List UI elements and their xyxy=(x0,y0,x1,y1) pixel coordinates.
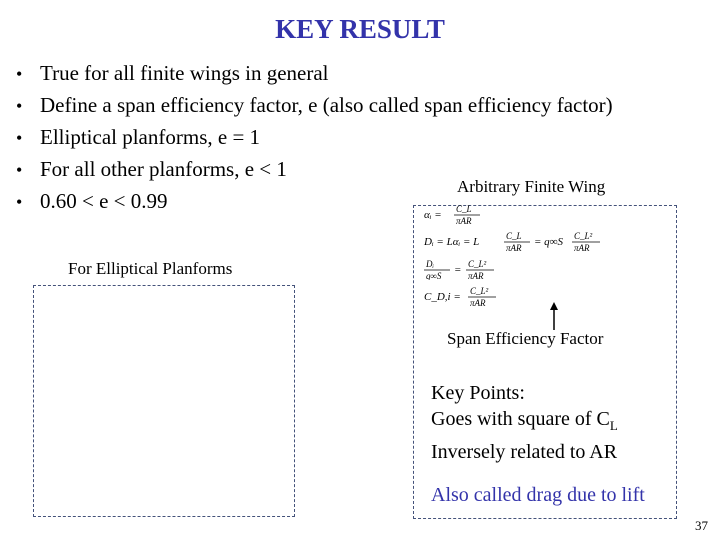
bullet-item xyxy=(16,90,613,122)
svg-text:πAR: πAR xyxy=(506,243,522,252)
slide-title: KEY RESULT xyxy=(275,14,445,44)
finite-wing-box xyxy=(413,205,677,519)
svg-text:Dᵢ = Lαᵢ = L: Dᵢ = Lαᵢ = L xyxy=(424,236,480,248)
key-point-text: Goes with square of C xyxy=(431,408,610,430)
bullet-text: For all other planforms, e < 1 xyxy=(40,157,287,181)
page-number: 37 xyxy=(695,518,708,533)
finite-wing-caption: Arbitrary Finite Wing xyxy=(457,177,606,196)
bullet-item xyxy=(16,58,613,90)
bullet-item xyxy=(16,122,613,154)
svg-text:C_L: C_L xyxy=(506,231,522,241)
svg-text:q∞S: q∞S xyxy=(426,271,442,280)
elliptical-planform-box xyxy=(33,285,295,517)
equation-induced-drag xyxy=(422,230,652,252)
equation-normalized-drag xyxy=(422,258,652,280)
svg-text:= q∞S: = q∞S xyxy=(534,236,564,248)
bullet-text: Elliptical planforms, e = 1 xyxy=(40,125,261,149)
svg-text:πAR: πAR xyxy=(468,271,484,280)
span-efficiency-label: Span Efficiency Factor xyxy=(447,329,604,348)
equation-induced-drag-coefficient xyxy=(422,285,652,307)
svg-text:Dᵢ: Dᵢ xyxy=(426,259,434,269)
bullet-text: True for all finite wings in general xyxy=(40,61,329,85)
svg-text:=: = xyxy=(454,264,462,276)
svg-text:C_L: C_L xyxy=(456,204,472,214)
bullet-marker: • xyxy=(16,160,23,180)
bullet-marker: • xyxy=(16,128,23,148)
key-point-subscript: L xyxy=(609,418,618,433)
bullet-text: Define a span efficiency factor, e (also called span efficiency factor) xyxy=(40,93,613,117)
svg-text:C_D,i =: C_D,i = xyxy=(424,291,461,303)
also-called-note: Also called drag due to lift xyxy=(431,484,645,506)
bullet-marker: • xyxy=(16,192,23,212)
svg-text:πAR: πAR xyxy=(470,298,486,307)
key-points-heading: Key Points: xyxy=(431,382,525,404)
svg-text:πAR: πAR xyxy=(574,243,590,252)
equation-induced-angle xyxy=(422,203,652,225)
bullet-marker: • xyxy=(16,64,23,84)
elliptical-caption: For Elliptical Planforms xyxy=(68,259,233,278)
bullet-text: 0.60 < e < 0.99 xyxy=(40,189,168,213)
svg-text:C_L²: C_L² xyxy=(470,286,489,296)
key-point-item xyxy=(431,406,618,439)
svg-text:C_L²: C_L² xyxy=(574,231,593,241)
svg-text:C_L²: C_L² xyxy=(468,259,487,269)
key-point-item: Inversely related to AR xyxy=(431,441,618,463)
svg-text:πAR: πAR xyxy=(456,216,472,225)
svg-text:αᵢ =: αᵢ = xyxy=(424,209,442,221)
key-points-block xyxy=(431,380,618,465)
bullet-marker: • xyxy=(16,96,23,116)
